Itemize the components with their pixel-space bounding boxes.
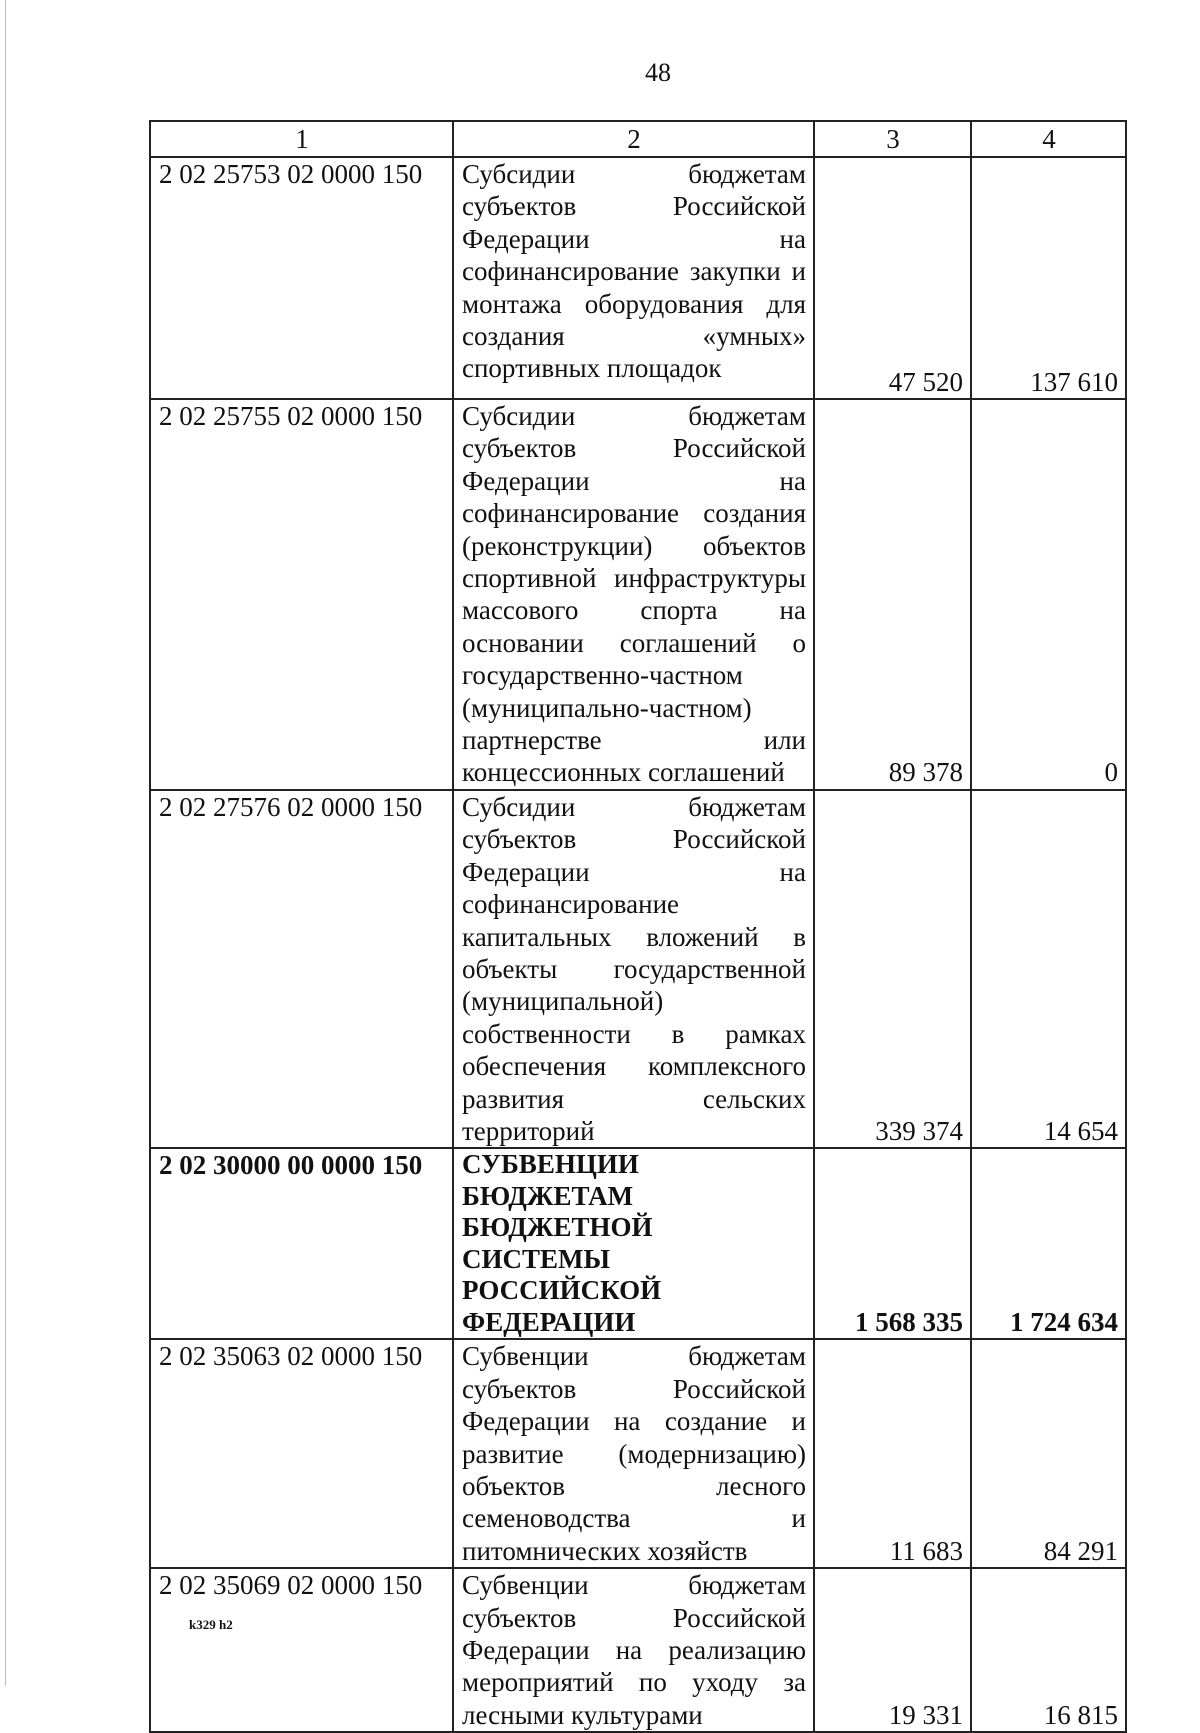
budget-table [149, 120, 1127, 1733]
value-column-3: 339 374 [814, 790, 971, 1148]
row-description: СУБВЕНЦИИ БЮДЖЕТАМ БЮДЖЕТНОЙ СИСТЕМЫ РОССИЙСКОЙ ФЕДЕРАЦИИ [453, 1148, 814, 1339]
column-header-1: 1 [150, 121, 453, 157]
value-column-3: 11 683 [814, 1339, 971, 1568]
table-row [150, 1568, 1126, 1732]
value-column-4: 16 815 [971, 1568, 1126, 1732]
value-column-4: 84 291 [971, 1339, 1126, 1568]
table-row-section-total [150, 1148, 1126, 1339]
column-header-3: 3 [814, 121, 971, 157]
value-column-4: 1 724 634 [971, 1148, 1126, 1339]
budget-code: 2 02 25755 02 0000 150 [150, 399, 453, 790]
budget-code: 2 02 25753 02 0000 150 [150, 157, 453, 399]
row-description: Субвенции бюджетам субъектов Российской Федерации на реализацию мероприятий по уходу за лесными культурами [453, 1568, 814, 1732]
row-description: Субсидии бюджетам субъектов Российской Федерации на софинансирование закупки и монтажа оборудования для создания «умных» спортивных площадок [453, 157, 814, 399]
column-header-2: 2 [453, 121, 814, 157]
page-number: 48 [645, 58, 671, 87]
value-column-3: 1 568 335 [814, 1148, 971, 1339]
table-row [150, 157, 1126, 399]
table-row [150, 1339, 1126, 1568]
value-column-3: 19 331 [814, 1568, 971, 1732]
value-column-3: 89 378 [814, 399, 971, 790]
value-column-4: 137 610 [971, 157, 1126, 399]
value-column-4: 14 654 [971, 790, 1126, 1148]
value-column-4: 0 [971, 399, 1126, 790]
value-column-3: 47 520 [814, 157, 971, 399]
budget-code: 2 02 35063 02 0000 150 [150, 1339, 453, 1568]
budget-code: 2 02 30000 00 0000 150 [150, 1148, 453, 1339]
footer-code: k329 h2 [189, 1617, 233, 1632]
row-description: Субсидии бюджетам субъектов Российской Федерации на софинансирование создания (реконструкции) объектов спортивной инфраструктуры массового спорта на основании соглашений о государственно-частном (муниципально-частном) партнерстве или концессионных соглашений [453, 399, 814, 790]
budget-code: 2 02 27576 02 0000 150 [150, 790, 453, 1148]
table-row [150, 399, 1126, 790]
row-description: Субвенции бюджетам субъектов Российской Федерации на создание и развитие (модернизацию) объектов лесного семеноводства и питомнических хозяйств [453, 1339, 814, 1568]
budget-code: 2 02 35069 02 0000 150 [150, 1568, 453, 1732]
scan-edge-line [5, 0, 6, 1686]
column-header-4: 4 [971, 121, 1126, 157]
table-row [150, 790, 1126, 1148]
table-header-row [150, 121, 1126, 157]
row-description: Субсидии бюджетам субъектов Российской Федерации на софинансирование капитальных вложений в объекты государственной (муниципальной) собственности в рамках обеспечения комплексного развития сельских территорий [453, 790, 814, 1148]
